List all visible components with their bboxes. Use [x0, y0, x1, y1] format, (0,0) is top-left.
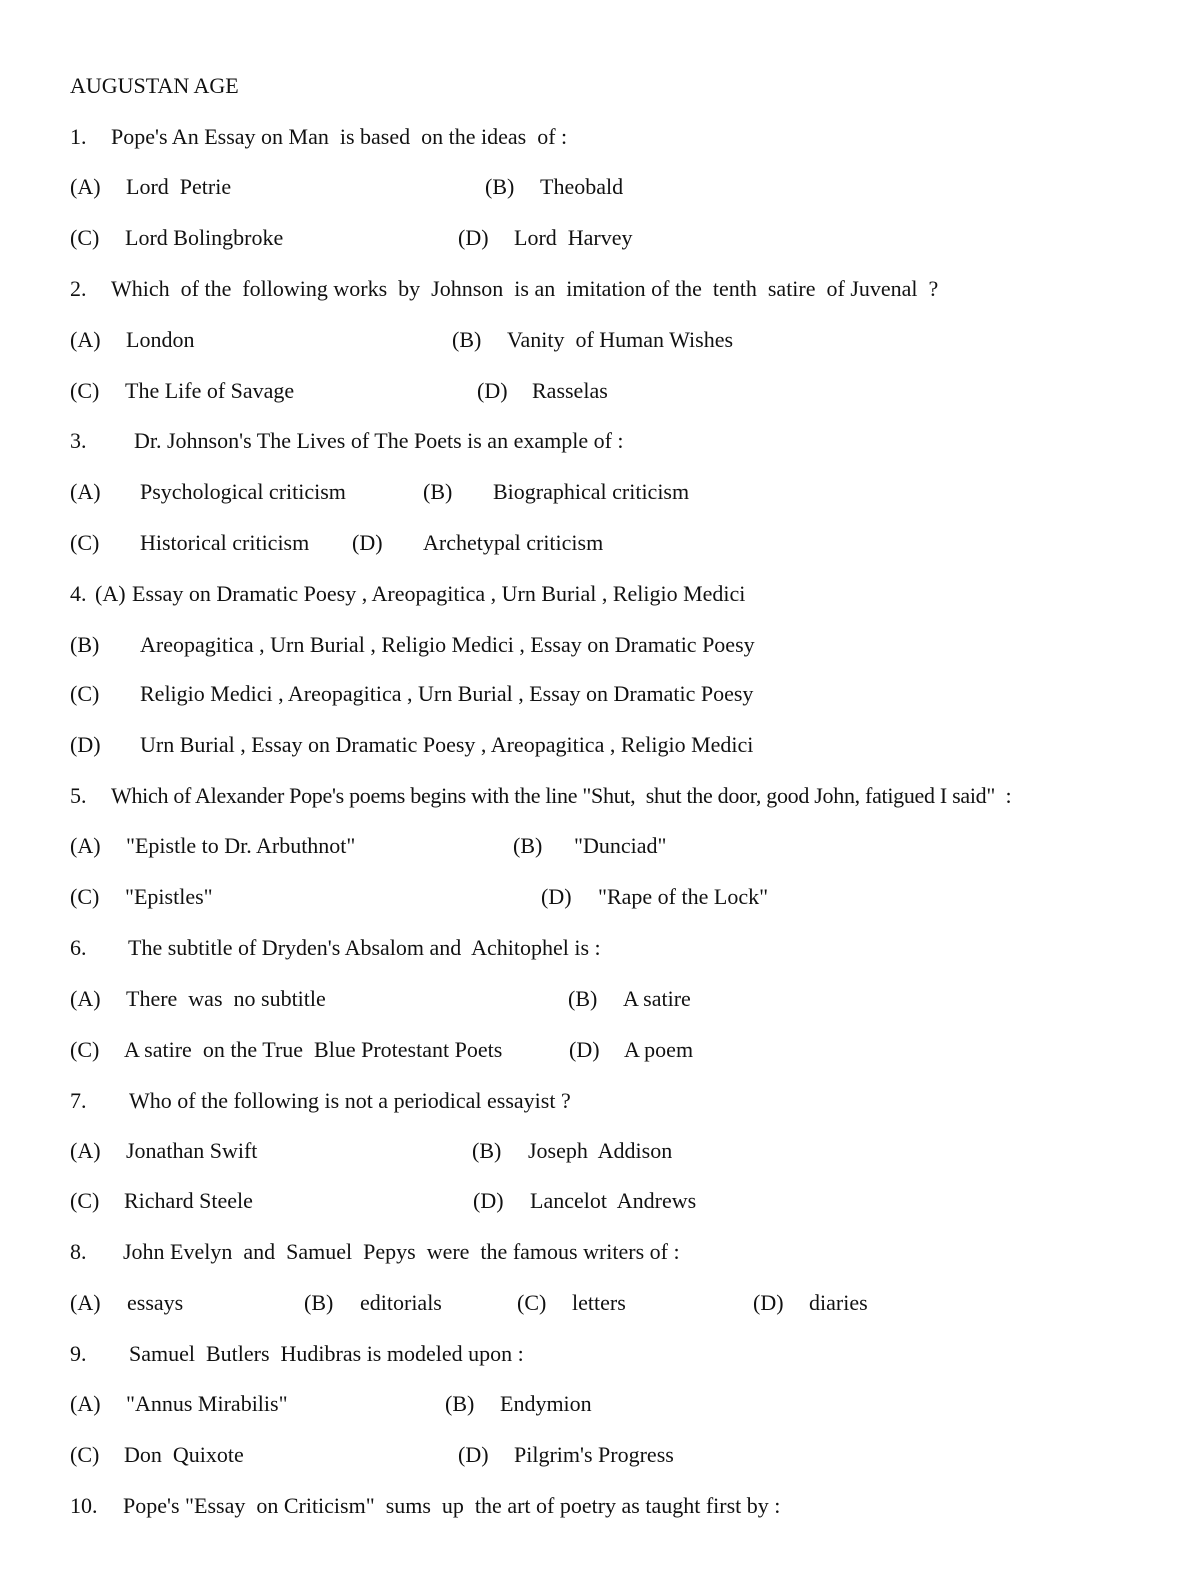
option-b: Joseph Addison	[528, 1138, 673, 1163]
option-a: There was no subtitle	[126, 986, 326, 1011]
option-a: London	[126, 327, 195, 352]
option-d-letter: (D)	[458, 1442, 489, 1467]
option-c-letter: (C)	[70, 378, 100, 403]
option-d-letter: (D)	[458, 225, 489, 250]
option-b-letter: (B)	[423, 479, 453, 504]
question-9-options-ab	[0, 1389, 592, 1419]
question-number: 1.	[70, 124, 87, 149]
option-b-letter: (B)	[485, 174, 515, 199]
option-c-letter: (C)	[70, 1442, 100, 1467]
option-a: Psychological criticism	[140, 479, 346, 504]
option-c-letter: (C)	[70, 884, 100, 909]
option-b: Biographical criticism	[493, 479, 690, 504]
option-a-letter: (A)	[70, 986, 101, 1011]
option-d: Rasselas	[532, 378, 608, 403]
option-a-letter: (A)	[70, 479, 101, 504]
option-d: "Rape of the Lock"	[598, 884, 769, 909]
option-c-letter: (C)	[70, 1188, 100, 1213]
option-b-letter: (B)	[70, 632, 100, 657]
option-b-letter: (B)	[568, 986, 598, 1011]
option-d: Lord Harvey	[514, 225, 633, 250]
option-c-letter: (C)	[70, 681, 100, 706]
question-text: Pope's An Essay on Man is based on the ideas of :	[111, 124, 568, 149]
question-1-options-ab	[0, 172, 624, 202]
question-6-options-ab	[0, 984, 691, 1014]
option-d: diaries	[809, 1290, 868, 1315]
question-10	[0, 1491, 781, 1521]
question-4-option-c	[0, 679, 754, 709]
question-3-options-cd	[0, 528, 604, 558]
option-c: Religio Medici , Areopagitica , Urn Burial , Essay on Dramatic Poesy	[140, 681, 754, 706]
question-text: John Evelyn and Samuel Pepys were the famous writers of :	[123, 1239, 680, 1264]
option-b-letter: (B)	[452, 327, 482, 352]
option-b: A satire	[623, 986, 691, 1011]
option-d-letter: (D)	[541, 884, 572, 909]
question-number: 3.	[70, 428, 87, 453]
option-c: letters	[572, 1290, 626, 1315]
question-9	[0, 1339, 524, 1369]
option-a: "Epistle to Dr. Arbuthnot"	[126, 833, 356, 858]
question-2	[0, 274, 939, 304]
option-b-letter: (B)	[472, 1138, 502, 1163]
option-b-letter: (B)	[445, 1391, 475, 1416]
option-a-letter: (A)	[70, 327, 101, 352]
option-b: editorials	[360, 1290, 442, 1315]
question-number: 4.	[70, 581, 87, 606]
option-b: Vanity of Human Wishes	[507, 327, 734, 352]
option-d-letter: (D)	[70, 732, 101, 757]
option-b: Theobald	[540, 174, 624, 199]
question-text: Which of the following works by Johnson is an imitation of the tenth satire of Juvenal ?	[111, 276, 939, 301]
question-5	[0, 781, 1012, 811]
question-2-options-cd	[0, 376, 608, 406]
question-6-options-cd	[0, 1035, 694, 1065]
question-4-option-d	[0, 730, 754, 760]
question-8	[0, 1237, 680, 1267]
question-5-options-cd	[0, 882, 769, 912]
question-number: 5.	[70, 783, 87, 808]
option-d-letter: (D)	[473, 1188, 504, 1213]
question-number: 2.	[70, 276, 87, 301]
option-a: essays	[127, 1290, 184, 1315]
page-title-line	[0, 71, 239, 101]
question-7	[0, 1086, 571, 1116]
question-3	[0, 426, 624, 456]
question-number: 6.	[70, 935, 87, 960]
option-d: A poem	[624, 1037, 694, 1062]
option-a: "Annus Mirabilis"	[126, 1391, 288, 1416]
option-a: Essay on Dramatic Poesy , Areopagitica , Urn Burial , Religio Medici	[132, 581, 746, 606]
question-text: Pope's "Essay on Criticism" sums up the art of poetry as taught first by :	[123, 1493, 781, 1518]
question-number: 8.	[70, 1239, 87, 1264]
option-a: Jonathan Swift	[126, 1138, 258, 1163]
option-d: Archetypal criticism	[423, 530, 604, 555]
question-4-option-b	[0, 630, 755, 660]
option-a-letter: (A)	[95, 581, 126, 606]
option-b: Areopagitica , Urn Burial , Religio Medici , Essay on Dramatic Poesy	[140, 632, 755, 657]
option-a-letter: (A)	[70, 1290, 101, 1315]
option-c-letter: (C)	[70, 530, 100, 555]
question-number: 9.	[70, 1341, 87, 1366]
question-3-options-ab	[0, 477, 690, 507]
option-d: Lancelot Andrews	[530, 1188, 697, 1213]
option-c-letter: (C)	[517, 1290, 547, 1315]
question-text: Samuel Butlers Hudibras is modeled upon :	[129, 1341, 524, 1366]
question-6	[0, 933, 601, 963]
option-c: Lord Bolingbroke	[125, 225, 284, 250]
option-d-letter: (D)	[352, 530, 383, 555]
option-a-letter: (A)	[70, 1138, 101, 1163]
option-d-letter: (D)	[569, 1037, 600, 1062]
question-number: 7.	[70, 1088, 87, 1113]
question-4	[0, 579, 746, 609]
page-title: AUGUSTAN AGE	[70, 73, 239, 98]
option-a-letter: (A)	[70, 833, 101, 858]
question-text: Dr. Johnson's The Lives of The Poets is an example of :	[134, 428, 624, 453]
option-c: Don Quixote	[124, 1442, 244, 1467]
question-1	[0, 122, 568, 152]
option-c: "Epistles"	[125, 884, 213, 909]
question-text: The subtitle of Dryden's Absalom and Achitophel is :	[128, 935, 601, 960]
option-b-letter: (B)	[513, 833, 543, 858]
question-text: Which of Alexander Pope's poems begins with the line "Shut, shut the door, good John, fatigued I said" :	[111, 783, 1012, 808]
option-c: Richard Steele	[124, 1188, 253, 1213]
option-c: Historical criticism	[140, 530, 310, 555]
option-b-letter: (B)	[304, 1290, 334, 1315]
option-b: "Dunciad"	[574, 833, 667, 858]
question-1-options-cd	[0, 223, 633, 253]
question-number: 10.	[70, 1493, 98, 1518]
option-d: Pilgrim's Progress	[514, 1442, 674, 1467]
option-d: Urn Burial , Essay on Dramatic Poesy , Areopagitica , Religio Medici	[140, 732, 754, 757]
option-a-letter: (A)	[70, 174, 101, 199]
option-a: Lord Petrie	[126, 174, 232, 199]
option-d-letter: (D)	[477, 378, 508, 403]
question-text: Who of the following is not a periodical essayist ?	[129, 1088, 571, 1113]
option-c: The Life of Savage	[125, 378, 295, 403]
option-d-letter: (D)	[753, 1290, 784, 1315]
question-7-options-cd	[0, 1186, 697, 1216]
option-a-letter: (A)	[70, 1391, 101, 1416]
question-2-options-ab	[0, 325, 734, 355]
option-b: Endymion	[500, 1391, 592, 1416]
question-9-options-cd	[0, 1440, 674, 1470]
option-c-letter: (C)	[70, 1037, 100, 1062]
option-c: A satire on the True Blue Protestant Poets	[124, 1037, 503, 1062]
question-7-options-ab	[0, 1136, 673, 1166]
question-8-options	[0, 1288, 868, 1318]
option-c-letter: (C)	[70, 225, 100, 250]
question-5-options-ab	[0, 831, 667, 861]
